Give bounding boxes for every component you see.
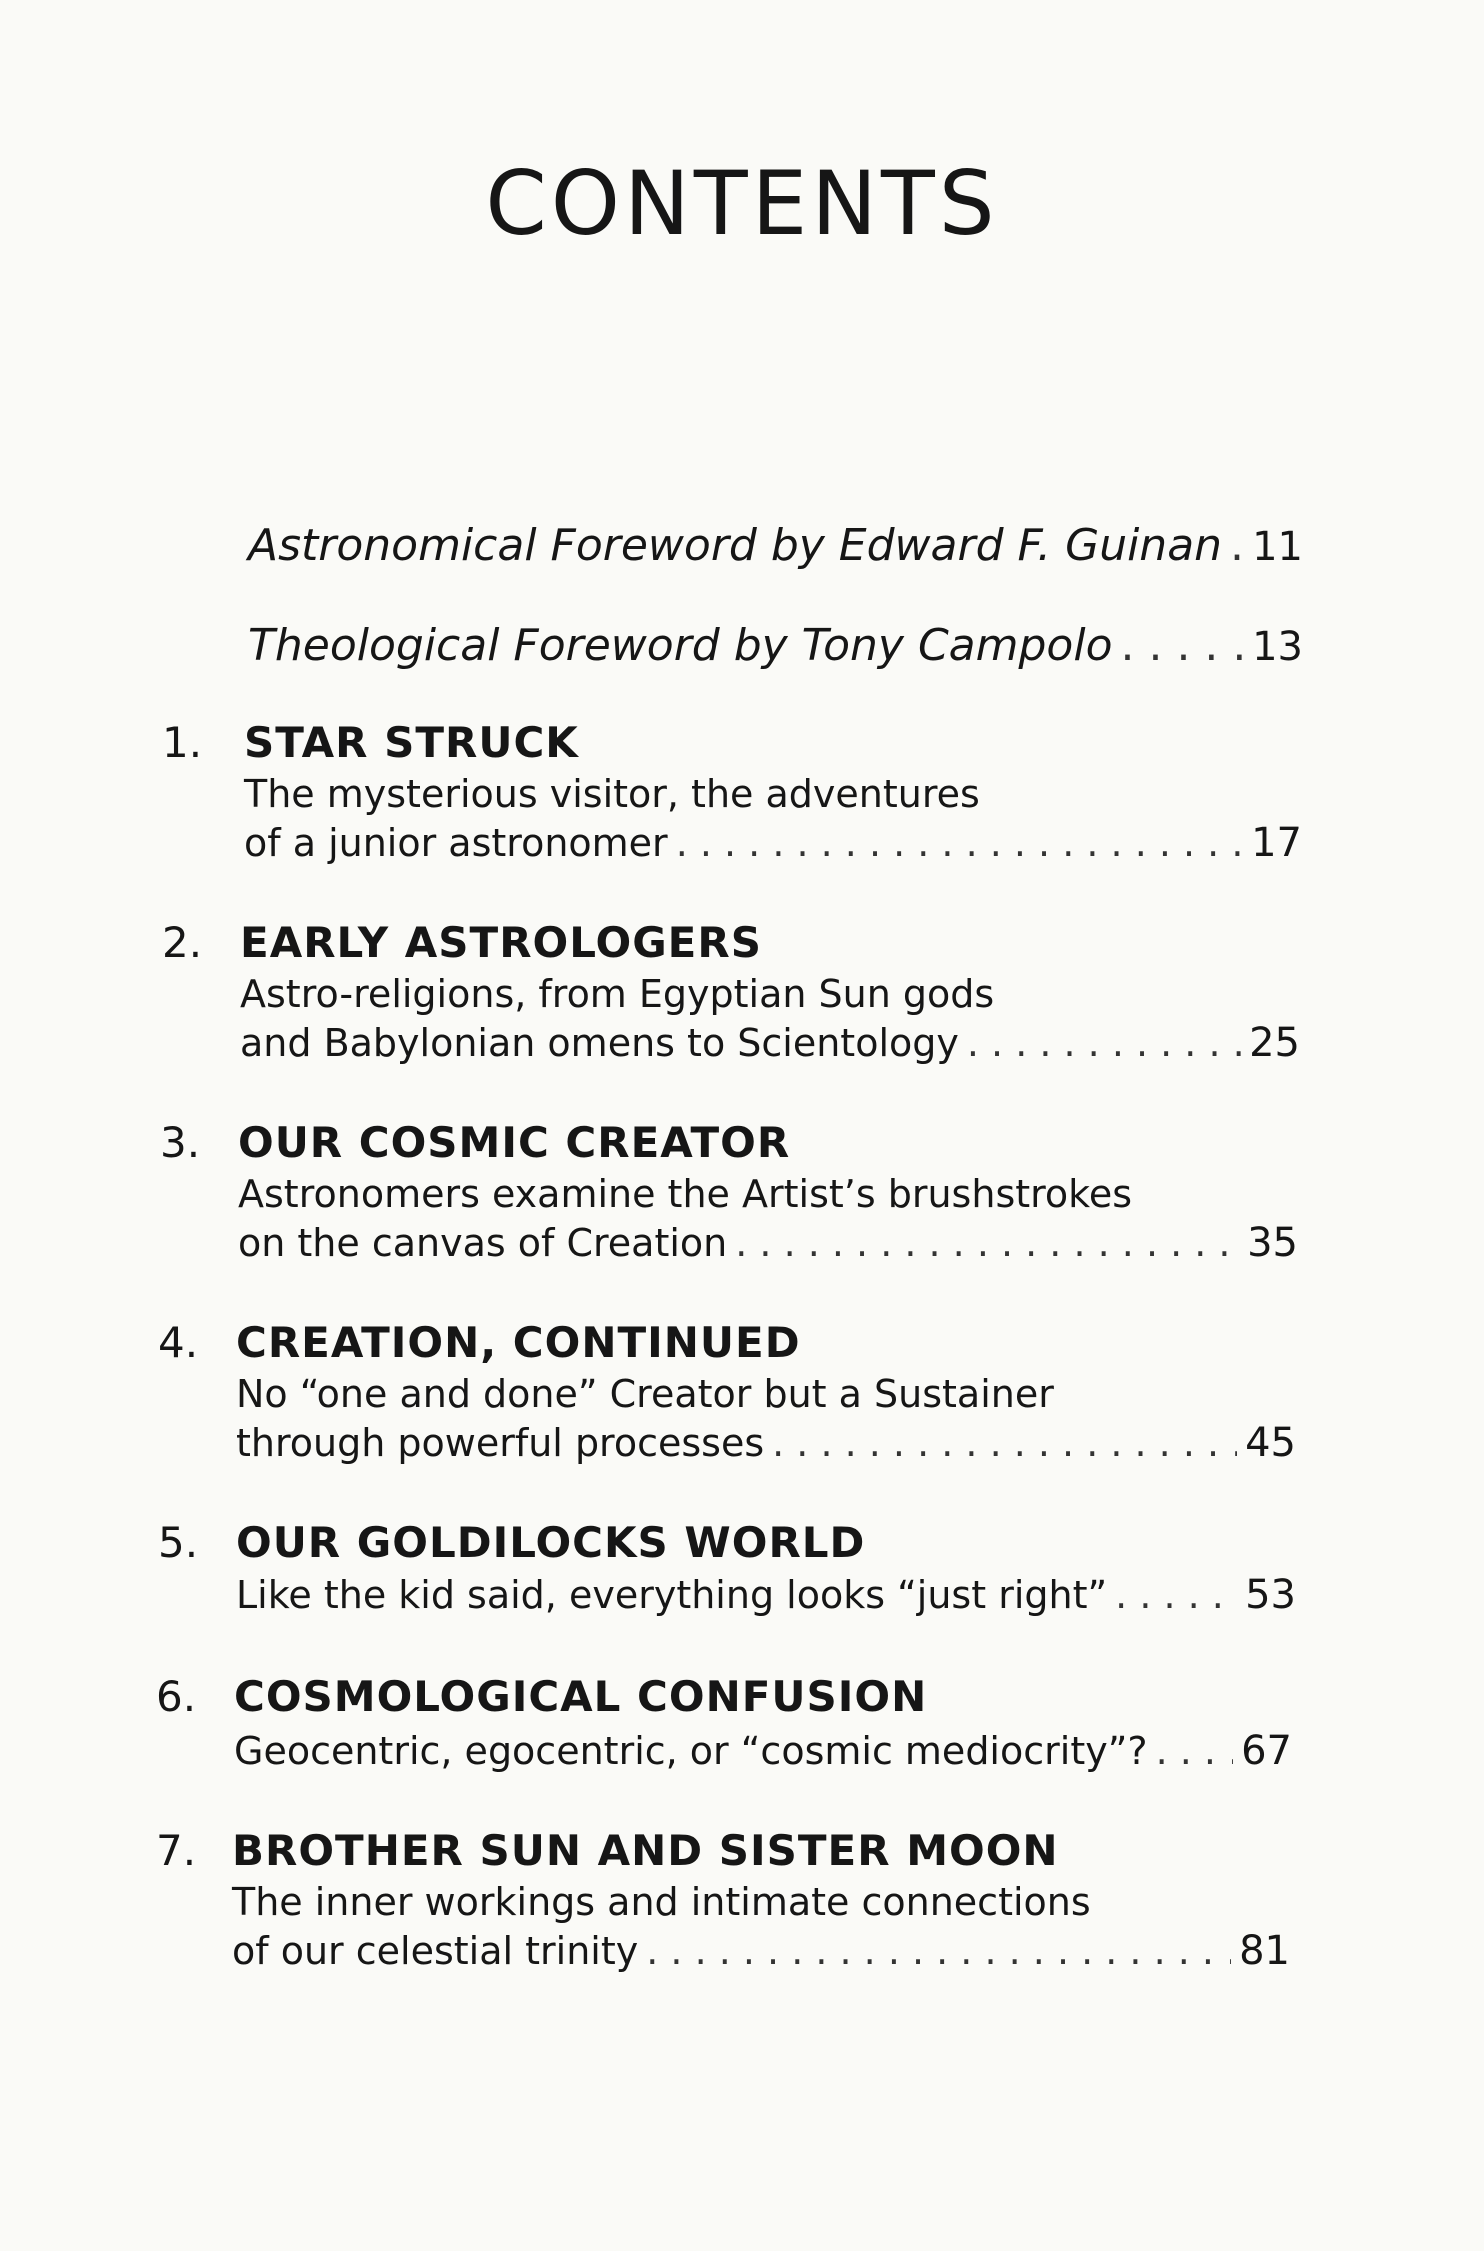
dot-leader (1230, 520, 1244, 571)
chapter-description-line (238, 1220, 1298, 1266)
chapter-number: 3. (160, 1118, 201, 1167)
chapter-description: The mysterious visitor, the adventures (244, 772, 980, 816)
chapter-title[interactable]: OUR GOLDILOCKS WORLD (236, 1518, 866, 1567)
chapter-description: Astro-religions, from Egyptian Sun gods (240, 972, 995, 1016)
page-number: 13 (1252, 624, 1303, 670)
page-number: 45 (1245, 1420, 1296, 1466)
foreword-label: Theological Foreword by Tony Campolo (248, 620, 1113, 671)
chapter-title[interactable]: CREATION, CONTINUED (236, 1318, 801, 1367)
chapter-description: No “one and done” Creator but a Sustainer (236, 1372, 1054, 1416)
page-number: 53 (1245, 1572, 1296, 1618)
chapter-description-end: and Babylonian omens to Scientology (240, 1021, 959, 1065)
chapter-description-line (236, 1420, 1296, 1466)
dot-leader (1156, 1729, 1234, 1773)
page-number: 35 (1247, 1220, 1298, 1266)
chapter-description-end: of a junior astronomer (244, 821, 668, 865)
chapter-description-end: Geocentric, egocentric, or “cosmic mediocrity”? (234, 1729, 1148, 1773)
dot-leader (1115, 1573, 1237, 1617)
foreword-entry-astronomical[interactable] (248, 520, 1303, 571)
page-number: 25 (1249, 1020, 1300, 1066)
chapter-description-end: through powerful processes (236, 1421, 765, 1465)
chapter-description-line (232, 1928, 1290, 1974)
chapter-title[interactable]: OUR COSMIC CREATOR (238, 1118, 791, 1167)
dot-leader (772, 1421, 1237, 1465)
page-title: CONTENTS (485, 152, 999, 255)
chapter-title[interactable]: STAR STRUCK (244, 718, 579, 767)
chapter-number: 6. (156, 1672, 197, 1721)
chapter-description-line (244, 820, 1302, 866)
chapter-description-line (234, 1728, 1292, 1774)
chapter-number: 5. (158, 1518, 199, 1567)
chapter-number: 4. (158, 1318, 199, 1367)
dot-leader (967, 1021, 1241, 1065)
foreword-label: Astronomical Foreword by Edward F. Guinan (248, 520, 1223, 571)
dot-leader (735, 1221, 1239, 1265)
page-number: 67 (1241, 1728, 1292, 1774)
page-number: 17 (1251, 820, 1302, 866)
dot-leader (1121, 620, 1245, 671)
foreword-entry-theological[interactable] (248, 620, 1303, 671)
chapter-description: Astronomers examine the Artist’s brushstrokes (238, 1172, 1133, 1216)
chapter-title[interactable]: EARLY ASTROLOGERS (240, 918, 762, 967)
chapter-number: 2. (162, 918, 203, 967)
chapter-number: 1. (162, 718, 203, 767)
page-number: 11 (1252, 524, 1303, 570)
chapter-title[interactable]: BROTHER SUN AND SISTER MOON (232, 1826, 1059, 1875)
chapter-description-end: on the canvas of Creation (238, 1221, 728, 1265)
chapter-description: The inner workings and intimate connections (232, 1880, 1091, 1924)
page-number: 81 (1239, 1928, 1290, 1974)
chapter-description-line (236, 1572, 1296, 1618)
chapter-number: 7. (156, 1826, 197, 1875)
dot-leader (646, 1929, 1231, 1973)
chapter-description-end: of our celestial trinity (232, 1929, 639, 1973)
dot-leader (676, 821, 1243, 865)
chapter-title[interactable]: COSMOLOGICAL CONFUSION (234, 1672, 928, 1721)
chapter-description-end: Like the kid said, everything looks “just right” (236, 1573, 1108, 1617)
chapter-description-line (240, 1020, 1300, 1066)
